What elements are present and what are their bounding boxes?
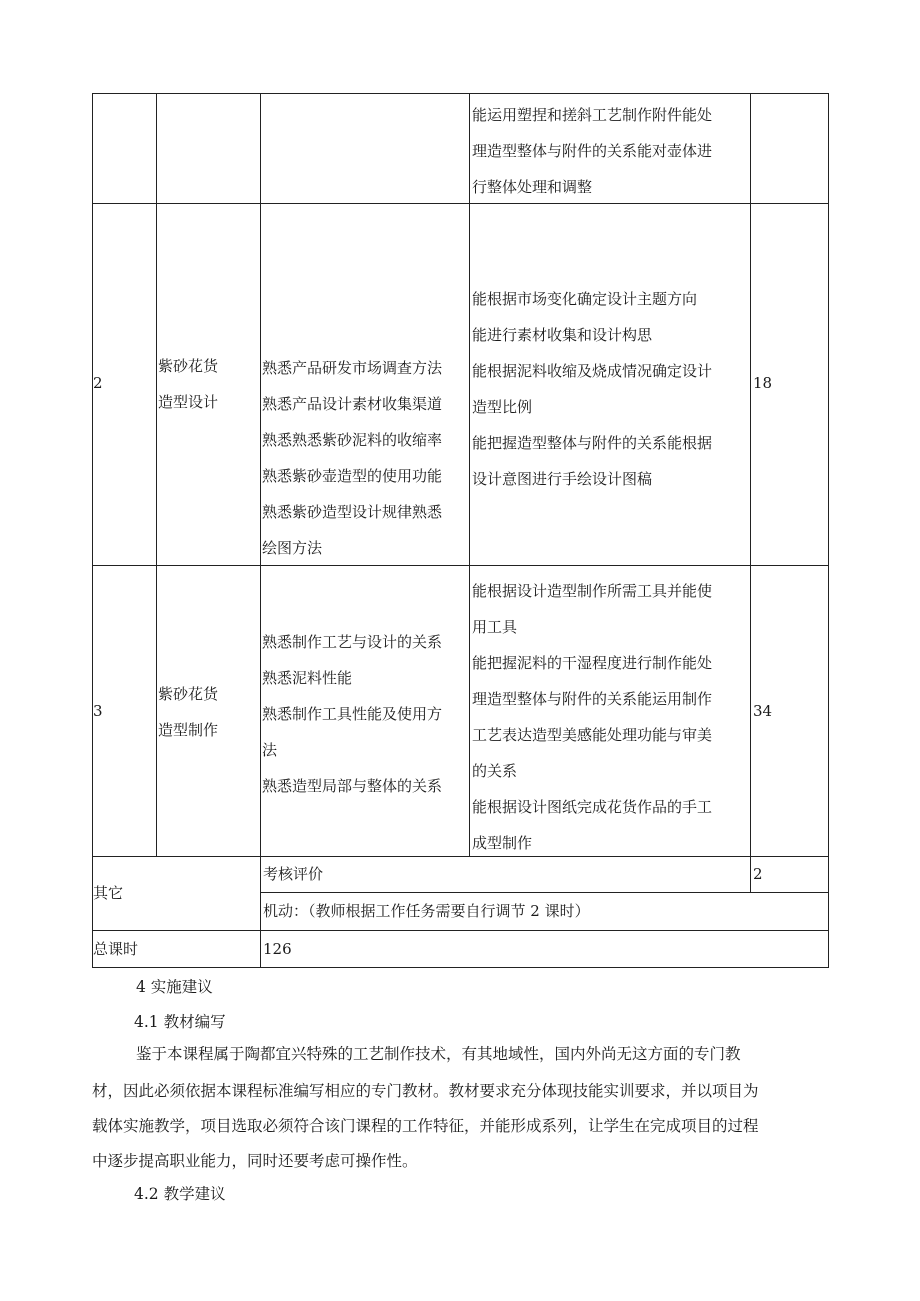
knowledge-list [262,624,442,804]
row-index: 2 [93,374,103,392]
skill-line: 理造型整体与附件的关系能对壶体进 [472,142,713,160]
paragraph-line: 鉴于本课程属于陶都宜兴特殊的工艺制作技术，有其地域性，国内外尚无这方面的专门教 [136,1045,741,1063]
total-label: 总课时 [93,940,139,958]
skills-list [472,281,712,497]
knowledge-line: 绘图方法 [262,539,323,557]
table-rule [92,856,829,857]
skill-line: 能运用塑捏和搓斜工艺制作附件能处 [472,106,713,124]
knowledge-line: 熟悉产品设计素材收集渠道 [262,395,443,413]
subsection-heading: 4.1 教材编写 [134,1013,226,1031]
paragraph-line: 材，因此必须依据本课程标准编写相应的专门教材。教材要求充分体现技能实训要求，并以项目为 [92,1082,759,1100]
paragraph-line: 载体实施教学，项目选取必须符合该门课程的工作特征，并能形成系列，让学生在完成项目的过程 [92,1117,759,1135]
paragraph-line: 中逐步提高职业能力，同时还要考虑可操作性。 [92,1152,418,1170]
assessment-label: 考核评价 [263,865,324,883]
assessment-hours: 2 [753,865,763,883]
flexible-note: 机动：（教师根据工作任务需要自行调节 2 课时） [263,902,590,920]
table-rule [92,967,829,968]
continued-row-skills [472,97,712,205]
table-rule [92,93,93,968]
hours-value: 18 [753,374,773,392]
knowledge-line: 熟悉产品研发市场调查方法 [262,359,443,377]
table-rule [828,93,829,968]
table-rule [92,93,829,94]
skill-line: 的关系 [472,762,518,780]
skill-line: 工艺表达造型美感能处理功能与审美 [472,726,713,744]
module-name [158,676,218,748]
module-line: 紫砂花货 [158,685,219,703]
hours-value: 34 [753,702,773,720]
skill-line: 用工具 [472,618,518,636]
knowledge-list [262,350,442,566]
skill-line: 设计意图进行手绘设计图稿 [472,470,653,488]
skill-line: 行整体处理和调整 [472,178,593,196]
module-name [158,348,218,420]
knowledge-line: 熟悉泥料性能 [262,669,353,687]
skill-line: 能根据市场变化确定设计主题方向 [472,290,698,308]
module-line: 造型设计 [158,393,219,411]
skill-line: 能进行素材收集和设计构思 [472,326,653,344]
section-heading: 4 实施建议 [136,978,213,996]
table-rule [469,93,470,857]
knowledge-line: 熟悉熟悉紫砂泥料的收缩率 [262,431,443,449]
table-rule [260,93,261,968]
knowledge-line: 熟悉紫砂壶造型的使用功能 [262,467,443,485]
knowledge-line: 熟悉制作工具性能及使用方 [262,705,443,723]
other-label: 其它 [93,884,124,902]
subsection-heading: 4.2 教学建议 [134,1185,226,1203]
module-line: 造型制作 [158,721,219,739]
skill-line: 造型比例 [472,398,533,416]
skill-line: 能根据设计图纸完成花货作品的手工 [472,798,713,816]
skill-line: 能把握造型整体与附件的关系能根据 [472,434,713,452]
knowledge-line: 法 [262,741,278,759]
skill-line: 能根据泥料收缩及烧成情况确定设计 [472,362,713,380]
skill-line: 成型制作 [472,834,533,852]
total-hours: 126 [263,940,292,958]
table-rule [156,93,157,857]
knowledge-line: 熟悉制作工艺与设计的关系 [262,633,443,651]
table-rule [92,930,829,931]
table-rule [92,565,829,566]
table-rule [750,93,751,893]
knowledge-line: 熟悉造型局部与整体的关系 [262,777,443,795]
row-index: 3 [93,702,103,720]
skills-list [472,573,712,861]
skill-line: 能把握泥料的干湿程度进行制作能处 [472,654,713,672]
knowledge-line: 熟悉紫砂造型设计规律熟悉 [262,503,443,521]
skill-line: 理造型整体与附件的关系能运用制作 [472,690,713,708]
table-rule [92,203,829,204]
skill-line: 能根据设计造型制作所需工具并能使 [472,582,713,600]
module-line: 紫砂花货 [158,357,219,375]
